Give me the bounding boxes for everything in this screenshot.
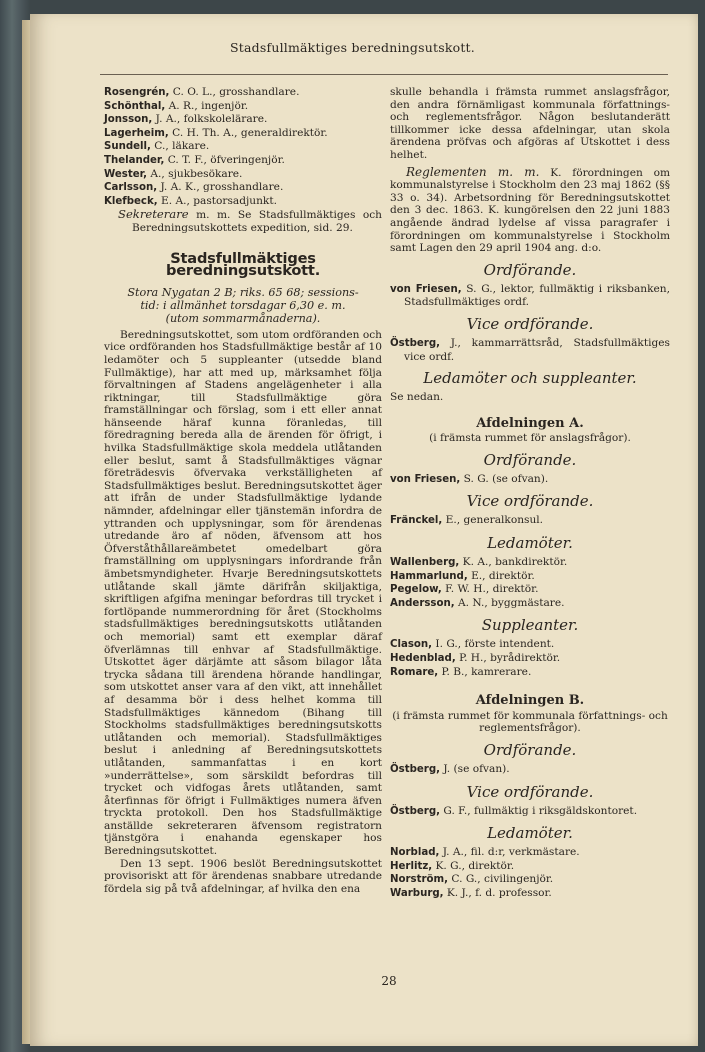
left-column <box>104 86 382 895</box>
chair-heading: Ordförande. <box>483 260 577 279</box>
members-note: Se nedan. <box>390 391 444 404</box>
division-b-member: Warburg, K. J., f. d. professor. <box>390 886 552 899</box>
division-b-chair-entry: Östberg, J. (se ofvan). <box>390 763 510 775</box>
division-a-member: Wallenberg, K. A., bankdirektör. <box>390 556 568 569</box>
member-entry: Lagerheim, C. H. Th. A., generaldirektör. <box>104 126 328 139</box>
session-note: (utom sommarmånaderna). <box>165 311 321 325</box>
session-line: tid: i allmänhet torsdagar 6,30 e. m. <box>140 298 346 312</box>
division-a-vice-heading: Vice ordförande. <box>466 492 594 511</box>
header-rule <box>100 74 668 75</box>
division-a-vice-entry: Fränckel, E., generalkonsul. <box>390 514 544 527</box>
division-a-chair-entry: von Friesen, S. G. (se ofvan). <box>390 472 549 485</box>
member-list <box>104 86 382 208</box>
division-a-member: Andersson, A. N., byggmästare. <box>390 596 565 609</box>
member-entry: Sundell, C., läkare. <box>104 140 210 153</box>
chair-entry: von Friesen, S. G., lektor, fullmäktig i riksbanken, Stadsfullmäktiges ordf. <box>390 282 670 309</box>
division-a-member: Hammarlund, E., direktör. <box>390 569 535 582</box>
division-b-members-heading: Ledamöter. <box>487 824 573 843</box>
division-a-member: Pegelow, F. W. H., direktör. <box>390 583 539 596</box>
division-b-member: Herlitz, K. G., direktör. <box>390 859 515 872</box>
division-b-heading: Afdelningen B. <box>475 693 585 709</box>
member-entry: Jonsson, J. A., folkskolelärare. <box>104 113 268 126</box>
members-heading: Ledamöter och suppleanter. <box>423 369 637 388</box>
address-line: Stora Nygatan 2 B; riks. 65 68; sessions- <box>127 285 359 299</box>
vice-chair-entry: Östberg, J., kammarrättsråd, Stadsfullmäktiges vice ordf. <box>390 336 670 363</box>
member-entry: Rosengrén, C. O. L., grosshandlare. <box>104 86 300 98</box>
member-entry: Wester, A., sjukbesökare. <box>104 167 243 180</box>
regulations-paragraph: Reglementen m. m. K. förordningen om kommunalstyrelse i Stockholm den 23 maj 1862 (§§ 33 o. 34). Arbetsordning för Beredningsutskottet den 3 dec. 1863. K. kungörelsen den 22 juni 1883 angående ändrad lydelse af vissa paragrafer i förordningen om kommunalstyrelse i Stockholm samt Lagen den 29 april 1904 ang. d:o. <box>390 164 671 255</box>
section-title: Stadsfullmäktiges beredningsutskott. <box>165 249 321 280</box>
division-a-substitute: Clason, I. G., förste intendent. <box>390 638 555 651</box>
vice-chair-heading: Vice ordförande. <box>466 314 594 333</box>
body-paragraph-2: Den 13 sept. 1906 beslöt Beredningsutskottet provisoriskt att för ärendenas snabbare utredande fördela sig på två afdelningar, af hvilka den ena <box>104 857 382 895</box>
division-a-members-heading: Ledamöter. <box>487 534 573 553</box>
division-a-substitute: Hedenblad, P. H., byrådirektör. <box>390 652 561 665</box>
division-a-chair-heading: Ordförande. <box>483 450 577 469</box>
member-entry: Thelander, C. T. F., öfveringenjör. <box>104 153 285 166</box>
division-b-chair-heading: Ordförande. <box>483 741 577 759</box>
continued-paragraph: skulle behandla i främsta rummet anslagsfrågor, den andra förnämligast kommunala författnings- och reglementsfrågor. Någon beslutanderätt tillkommer icke dessa afdelningar, utan skola ärendena pröfvas och afgöras af Utskottet i dess helhet. <box>390 86 670 161</box>
page-number: 28 <box>381 974 397 988</box>
division-b-member: Norström, C. G., civilingenjör. <box>390 873 554 886</box>
division-b-vice-heading: Vice ordförande. <box>466 782 594 801</box>
member-entry: Carlsson, J. A. K., grosshandlare. <box>104 181 284 194</box>
division-a-subtitle: (i främsta rummet för anslagsfrågor). <box>429 432 631 445</box>
division-a-heading: Afdelningen A. <box>476 415 584 431</box>
body-paragraph: Beredningsutskottet, som utom ordföranden och vice ordföranden hos Stadsfullmäktige består af 10 ledamöter och 5 suppleanter (utsedde bland Fullmäktige), har att med up, märksamhet följa förvaltningen af Stadens angelägenheter i alla riktningar, till Stadsfullmäktige göra framställningar och förslag, som i ett eller annat hänseende häraf kunna föranledas, till föredragning bereda alla de ärenden för öfrigt, i hvilka Stadsfullmäktige skola meddela utlåtanden eller beslut, samt å Stadsfullmäktiges vägnar företrädesvis öfvervaka verkställigheten af Stadsfullmäktiges beslut. Beredningsutskottet äger att ifrån de under Stadsfullmäktige lydande nämnder, afdelningar eller tjänstemän infordra de yttranden och upplysningar, som för ärendenas utredande äro af nöden, äfvensom att hos Öfverståthållareämbetet omedelbart göra framställning om upplysningars infordrande från ämbetsmyndigheter. Hvarje Beredningsutskottets utlåtande skall jämte därifrån skiljaktiga, skriftligen afgifna meningar befordras till trycket i fortlöpande nummerordning för året (Stockholms stadsfullmäktiges beredningsutskotts utlåtanden och memorial) samt ett exemplar däraf öfverlämnas till enhvar af Stadsfullmäktige. Utskottet äger därjämte att såsom bilagor låta trycka sådana till ärendena hörande handlingar, som utskottet anser vara af den vikt, att innehållet af desamma bör i dess helhet komma till Stadsfullmäktiges kännedom (Bihang till Stockholms stadsfullmäktiges beredningsutskotts utlåtanden och memorial). Stadsfullmäktiges beslut i anledning af Beredningsutskottets utlåtanden, sammanfattas i en kort »underrättelse», som särskildt befordras till trycket och vidfogas årets utlåtanden, samt återfinnas för öfrigt i Fullmäktiges numera äfven tryckta protokoll. Den hos Stadsfullmäktige anställde sekreteraren äfvensom registratorn tjänstgöra i enahanda egenskaper hos Beredningsutskottet. <box>104 328 382 858</box>
member-entry: Schönthal, A. R., ingenjör. <box>104 99 249 112</box>
division-b-subtitle: (i främsta rummet för kommunala författnings- och reglementsfrågor). <box>392 709 668 735</box>
member-entry: Klefbeck, E. A., pastorsadjunkt. <box>104 194 277 207</box>
division-b-vice-entry: Östberg, G. F., fullmäktig i riksgäldskontoret. <box>390 804 638 817</box>
right-column <box>390 86 670 901</box>
division-a-substitute: Romare, P. B., kamrerare. <box>390 665 532 678</box>
secretary-note: Sekreterare m. m. Se Stadsfullmäktiges och Beredningsutskottets expedition, sid. 29. <box>118 207 382 234</box>
division-a-substitutes-heading: Suppleanter. <box>481 616 579 635</box>
division-b-member: Norblad, J. A., fil. d:r, verkmästare. <box>390 846 580 859</box>
running-head: Stadsfullmäktiges beredningsutskott. <box>230 40 475 55</box>
